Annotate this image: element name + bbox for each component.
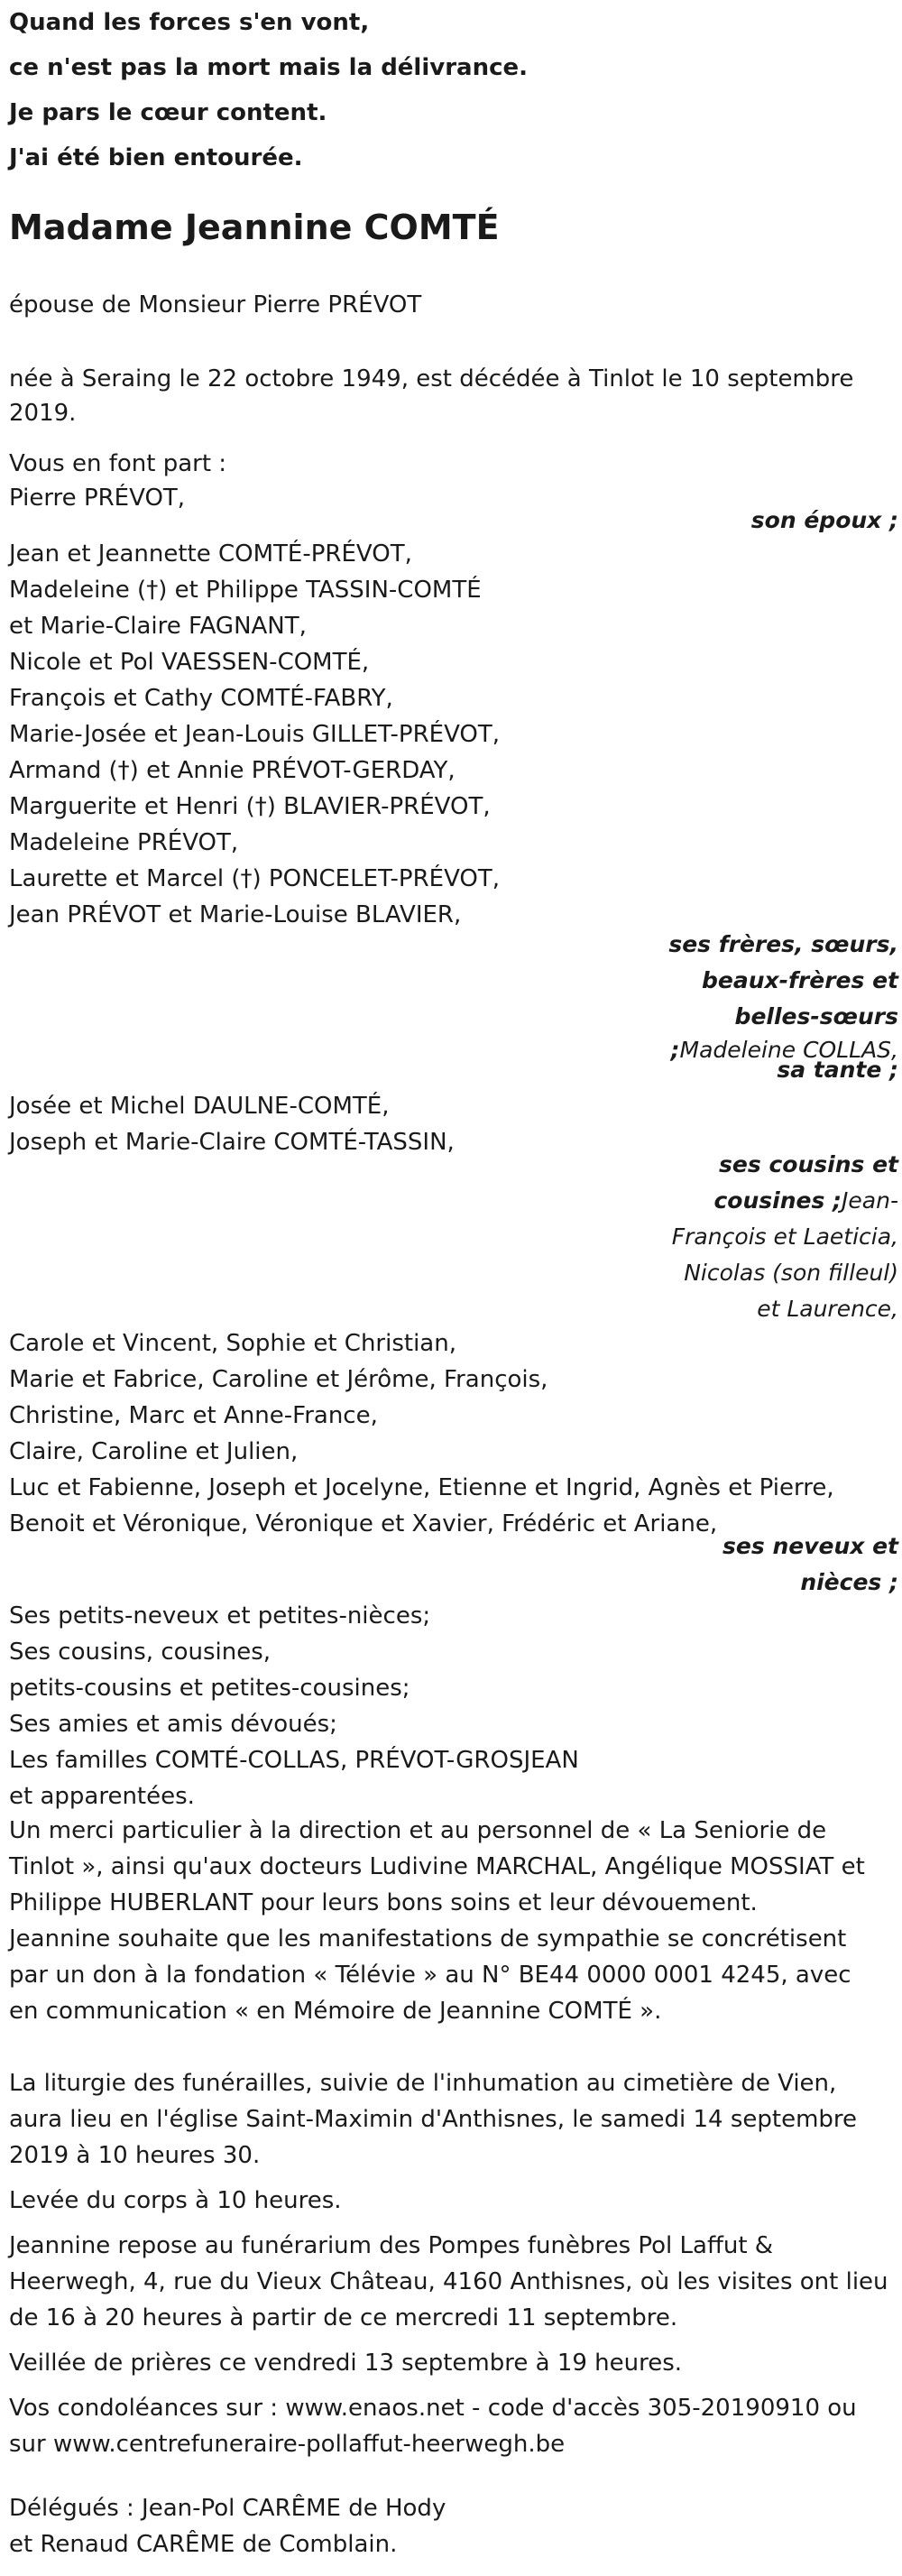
role-nephews: nièces ; [800, 1569, 898, 1595]
family-line: Ses petits-neveux et petites-nièces; [9, 1602, 431, 1630]
liturgy-line: La liturgie des funérailles, suivie de l'inhumation au cimetière de Vien, [9, 2070, 837, 2097]
sibling-line: Jean PRÉVOT et Marie-Louise BLAVIER, [9, 901, 462, 928]
cousin-name: et Laurence, [757, 1296, 898, 1322]
role-siblings: belles-sœurs [734, 1003, 898, 1029]
thanks-line: Philippe HUBERLANT pour leurs bons soins et leur dévouement. [9, 1889, 758, 1916]
liturgy-line: 2019 à 10 heures 30. [9, 2142, 261, 2169]
birth-death-line: 2019. [9, 400, 77, 427]
aunt-prefix: ; [670, 1037, 680, 1063]
sibling-line: Madeleine PRÉVOT, [9, 829, 239, 856]
family-line: petits-cousins et petites-cousines; [9, 1675, 410, 1702]
role-siblings: ses frères, sœurs, [668, 931, 898, 957]
birth-death-line: née à Seraing le 22 octobre 1949, est décédée à Tinlot le 10 septembre [9, 365, 854, 392]
family-line: Les familles COMTÉ-COLLAS, PRÉVOT-GROSJEAN [9, 1747, 579, 1774]
role-siblings: beaux-frères et [702, 967, 898, 993]
sibling-line: Madeleine (†) et Philippe TASSIN-COMTÉ [9, 577, 482, 604]
sibling-line: Armand (†) et Annie PRÉVOT-GERDAY, [9, 757, 456, 784]
condolences-line: Vos condoléances sur : www.enaos.net - code d'accès 305-20190910 ou [9, 2395, 857, 2422]
role-cousins-bold: cousines ; [713, 1187, 842, 1214]
spouse-line: épouse de Monsieur Pierre PRÉVOT [9, 291, 422, 319]
nephew-line: Luc et Fabienne, Joseph et Jocelyne, Etienne et Ingrid, Agnès et Pierre, [9, 1474, 834, 1501]
thanks-line: Un merci particulier à la direction et au personnel de « La Seniorie de [9, 1817, 827, 1844]
sibling-line: Laurette et Marcel (†) PONCELET-PRÉVOT, [9, 865, 501, 892]
cousin-name: François et Laeticia, [671, 1223, 898, 1250]
verse-line: ce n'est pas la mort mais la délivrance. [9, 54, 529, 81]
rest-line: Heerwegh, 4, rue du Vieux Château, 4160 Anthisnes, où les visites ont lieu [9, 2268, 888, 2295]
role-nephews: ses neveux et [723, 1533, 898, 1559]
donation-line: en communication « en Mémoire de Jeannine COMTÉ ». [9, 1998, 662, 2025]
delegates-line: Délégués : Jean-Pol CARÊME de Hody [9, 2495, 446, 2522]
donation-line: Jeannine souhaite que les manifestations de sympathie se concrétisent [9, 1925, 847, 1953]
sibling-line: Jean et Jeannette COMTÉ-PRÉVOT, [9, 540, 412, 568]
nephew-line: Benoit et Véronique, Véronique et Xavier, Frédéric et Ariane, [9, 1510, 718, 1537]
sibling-line: et Marie-Claire FAGNANT, [9, 613, 307, 640]
delegates-line: et Renaud CARÊME de Comblain. [9, 2531, 398, 2558]
rest-line: Jeannine repose au funérarium des Pompes funèbres Pol Laffut & [9, 2232, 774, 2259]
cousin-line: Josée et Michel DAULNE-COMTÉ, [9, 1093, 390, 1120]
deceased-name: Madame Jeannine COMTÉ [9, 208, 500, 247]
rest-line: de 16 à 20 heures à partir de ce mercredi 11 septembre. [9, 2304, 678, 2331]
sibling-line: Marguerite et Henri (†) BLAVIER-PRÉVOT, [9, 793, 491, 820]
nephew-line: Claire, Caroline et Julien, [9, 1438, 299, 1465]
aunt-name: Madeleine COLLAS, [679, 1037, 898, 1063]
role-aunt: sa tante ; [777, 1057, 898, 1083]
announce-line: Vous en font part : [9, 450, 227, 477]
donation-line: par un don à la fondation « Télévie » au N° BE44 0000 0001 4245, avec [9, 1962, 851, 1989]
sibling-line: François et Cathy COMTÉ-FABRY, [9, 685, 393, 712]
role-cousins: ses cousins et [719, 1151, 898, 1177]
husband-line: Pierre PRÉVOT, [9, 485, 186, 512]
verse-line: J'ai été bien entourée. [9, 144, 303, 171]
family-line: et apparentées. [9, 1783, 195, 1810]
role-husband: son époux ; [750, 507, 898, 533]
nephew-line: Marie et Fabrice, Caroline et Jérôme, François, [9, 1366, 548, 1393]
role-cousins-line [713, 1183, 898, 1219]
nephew-line: Christine, Marc et Anne-France, [9, 1402, 378, 1429]
family-line: Ses amies et amis dévoués; [9, 1711, 337, 1738]
condolences-link[interactable]: sur www.centrefuneraire-pollaffut-heerwegh.be [9, 2431, 566, 2458]
verse-line: Quand les forces s'en vont, [9, 9, 370, 36]
nephew-line: Carole et Vincent, Sophie et Christian, [9, 1330, 456, 1357]
sibling-line: Nicole et Pol VAESSEN-COMTÉ, [9, 649, 370, 676]
vigil-line: Veillée de prières ce vendredi 13 septembre à 19 heures. [9, 2350, 683, 2377]
family-line: Ses cousins, cousines, [9, 1639, 272, 1666]
liturgy-line: aura lieu en l'église Saint-Maximin d'Anthisnes, le samedi 14 septembre [9, 2106, 858, 2133]
sibling-line: Marie-Josée et Jean-Louis GILLET-PRÉVOT, [9, 721, 501, 748]
thanks-line: Tinlot », ainsi qu'aux docteurs Ludivine MARCHAL, Angélique MOSSIAT et [9, 1853, 865, 1880]
cousin-name: Jean- [842, 1187, 898, 1214]
levee-line: Levée du corps à 10 heures. [9, 2187, 342, 2214]
cousin-line: Joseph et Marie-Claire COMTÉ-TASSIN, [9, 1129, 455, 1156]
cousin-name: Nicolas (son filleul) [684, 1260, 898, 1286]
verse-line: Je pars le cœur content. [9, 99, 327, 126]
